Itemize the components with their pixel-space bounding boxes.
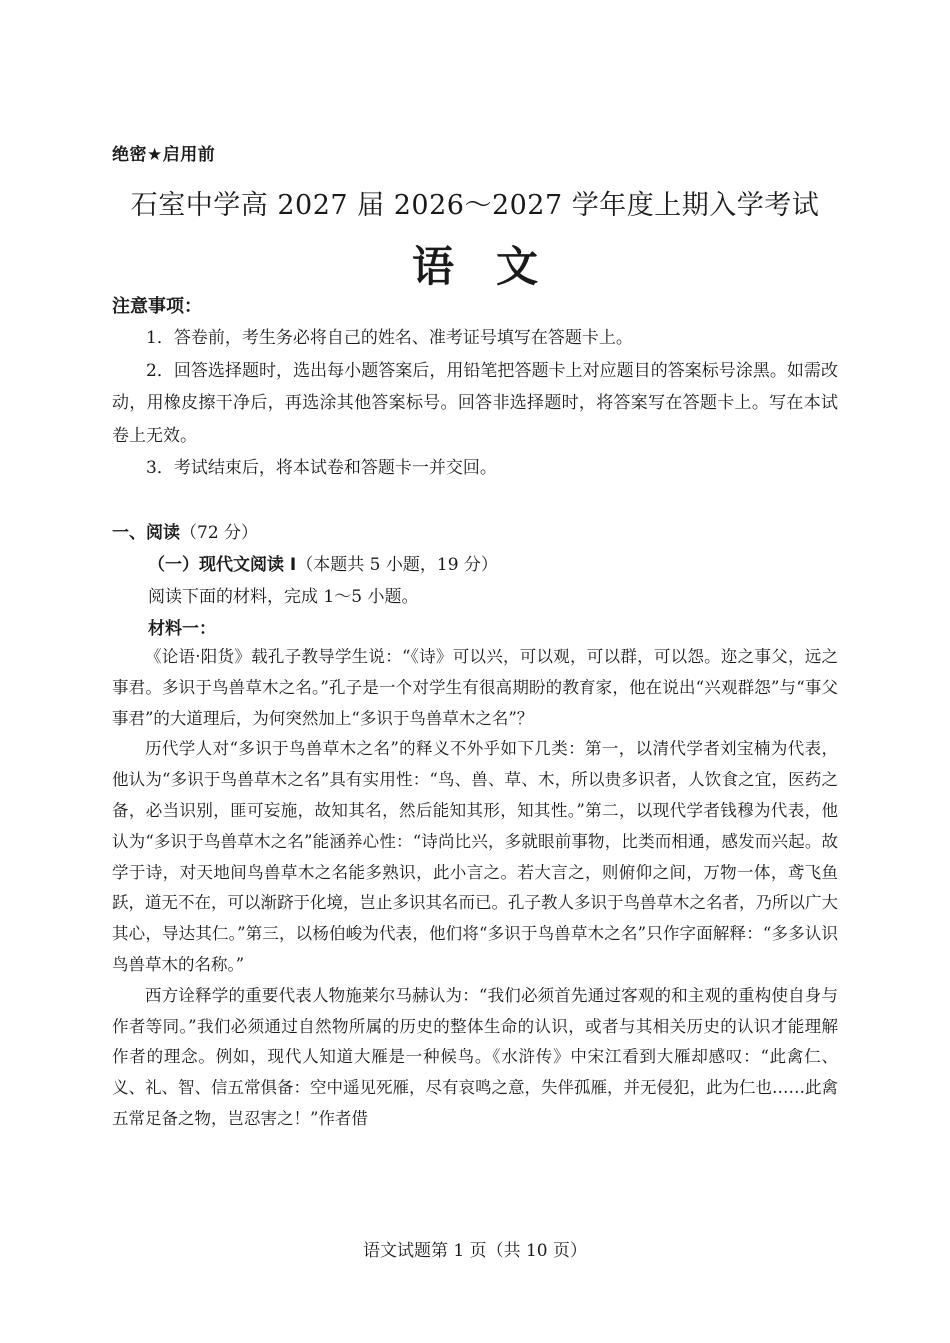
section-heading: [112, 518, 258, 543]
subsection-heading: [148, 550, 498, 575]
notes-heading: 注意事项：: [112, 296, 202, 317]
note-item-3: 3．考试结束后，将本试卷和答题卡一并交回。: [146, 458, 497, 478]
section-heading-text: 一、阅读: [112, 523, 180, 543]
material-label: 材料一：: [148, 619, 216, 639]
page-footer: 语文试题第 1 页（共 10 页）: [362, 1241, 588, 1261]
note-item-2: 2．回答选择题时，选出每小题答案后，用铅笔把答题卡上对应题目的答案标号涂黑。如需改动，用橡皮擦干净后，再选涂其他答案标号。回答非选择题时，将答案写在答题卡上。写在本试卷上无效。: [112, 360, 838, 446]
paragraph: 西方诠释学的重要代表人物施莱尔马赫认为：“我们必须首先通过客观的和主观的重构使自身与作者等同。”我们必须通过自然物所属的历史的整体生命的认识，或者与其相关历史的认识才能理解作者的理念。例如，现代人知道大雁是一种候鸟。《水浒传》中宋江看到大雁却感叹：“此禽仁、义、礼、智、信五常俱备：空中遥见死雁，尽有哀鸣之意，失伴孤雁，并无侵犯，此为仁也……此禽五常足备之物，岂忍害之！”作者借: [112, 985, 838, 1128]
subsection-title: （一）现代文阅读 I: [148, 555, 297, 575]
section-score: （72 分）: [180, 523, 259, 543]
exam-title: 石室中学高 2027 届 2026～2027 学年度上期入学考试: [130, 190, 820, 221]
confidential-label: 绝密★启用前: [112, 145, 216, 165]
material-text: [112, 642, 838, 1135]
note-item-1: 1．答卷前，考生务必将自己的姓名、准考证号填写在答题卡上。: [146, 328, 633, 348]
subsection-info: （本题共 5 小题，19 分）: [296, 555, 498, 575]
notes-list: [112, 322, 838, 485]
paragraph: 《论语·阳货》载孔子教导学生说：“《诗》可以兴，可以观，可以群，可以怨。迩之事父，远之事君。多识于鸟兽草木之名。”孔子是一个对学生有很高期盼的教育家，他在说出“兴观群怨”与“事父事君”的大道理后，为何突然加上“多识于鸟兽草木之名”？: [112, 647, 838, 728]
subject-title: 语 文: [411, 242, 538, 291]
reading-instruction: 阅读下面的材料，完成 1～5 小题。: [148, 587, 419, 607]
paragraph: 历代学人对“多识于鸟兽草木之名”的释义不外乎如下几类：第一，以清代学者刘宝楠为代表，他认为“多识于鸟兽草木之名”具有实用性：“鸟、兽、草、木，所以贵多识者，人饮食之宜，医药之备，必当识别，匪可妄施，故知其名，然后能知其形，知其性。”第二，以现代学者钱穆为代表，他认为“多识于鸟兽草木之名”能涵养心性：“诗尚比兴，多就眼前事物，比类而相通，感发而兴起。故学于诗，对天地间鸟兽草木之名能多熟识，此小言之。若大言之，则俯仰之间，万物一体，鸢飞鱼跃，道无不在，可以渐跻于化境，岂止多识其名而已。孔子教人多识于鸟兽草木之名者，乃所以广大其心，导达其仁。”第三，以杨伯峻为代表，他们将“多识于鸟兽草木之名”只作字面解释：“多多认识鸟兽草木的名称。”: [112, 739, 838, 974]
